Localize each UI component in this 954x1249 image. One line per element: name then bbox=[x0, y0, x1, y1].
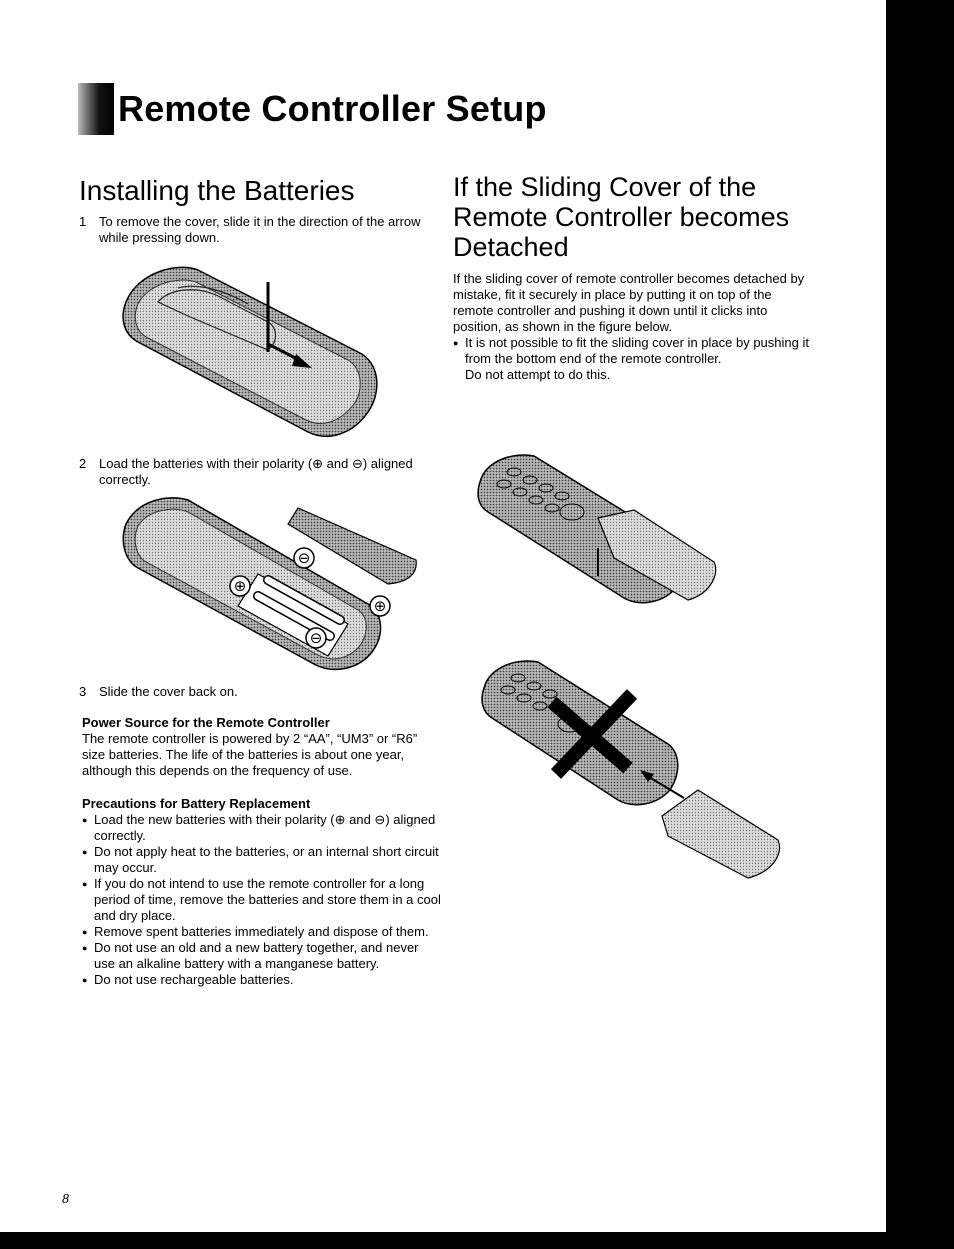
step-text: To remove the cover, slide it in the direction of the arrow while pressing down. bbox=[99, 214, 421, 245]
scan-border bbox=[886, 0, 954, 1249]
list-item: ● Load the new batteries with their polarity (⊕ and ⊖) aligned correctly. bbox=[82, 812, 442, 844]
page-number: 8 bbox=[62, 1192, 69, 1207]
list-item: ● Do not apply heat to the batteries, or an internal short circuit may occur. bbox=[82, 844, 442, 876]
step-2 bbox=[79, 456, 429, 488]
list-item: ● It is not possible to fit the sliding cover in place by pushing it from the bottom end of the remote controller. bbox=[453, 335, 813, 367]
figure-fit-cover-correct bbox=[474, 452, 720, 608]
list-item: ● If you do not intend to use the remote controller for a long period of time, remove the batteries and store them in a cool and dry place. bbox=[82, 876, 442, 924]
precautions-section bbox=[82, 796, 442, 988]
sliding-cover-intro: If the sliding cover of remote controller becomes detached by mistake, fit it securely in place by putting it on top of the remote controller and pushing it down until it clicks into position, as shown in the figure below. bbox=[453, 271, 805, 334]
precautions-heading: Precautions for Battery Replacement bbox=[82, 796, 311, 811]
sliding-cover-text bbox=[453, 271, 813, 383]
step-1 bbox=[79, 214, 429, 246]
power-source-section bbox=[82, 715, 422, 779]
figure-load-batteries bbox=[118, 494, 418, 676]
sliding-cover-notes bbox=[453, 335, 813, 367]
power-source-heading: Power Source for the Remote Controller bbox=[82, 715, 330, 730]
precautions-list bbox=[82, 812, 442, 988]
polarity-minus-label: ⊖ bbox=[309, 629, 323, 647]
polarity-plus-label: ⊕ bbox=[233, 577, 247, 595]
page-title-block bbox=[78, 83, 547, 135]
step-number: 2 bbox=[79, 456, 87, 471]
step-number: 1 bbox=[79, 214, 87, 229]
polarity-plus-label: ⊕ bbox=[373, 597, 387, 615]
list-item: ● Do not use rechargeable batteries. bbox=[82, 972, 442, 988]
step-number: 3 bbox=[79, 684, 87, 699]
power-source-text: The remote controller is powered by 2 “AA”, “UM3” or “R6” size batteries. The life of the batteries is about one year, although this depends on the frequency of use. bbox=[82, 731, 418, 778]
section-heading-sliding-cover: If the Sliding Cover of the Remote Controller becomes Detached bbox=[453, 172, 790, 262]
title-marker-bar bbox=[78, 83, 114, 135]
list-item: ● Do not use an old and a new battery together, and never use an alkaline battery with a manganese battery. bbox=[82, 940, 442, 972]
step-3 bbox=[79, 684, 429, 700]
list-item: ● Remove spent batteries immediately and dispose of them. bbox=[82, 924, 442, 940]
step-text: Load the batteries with their polarity (⊕ and ⊖) aligned correctly. bbox=[99, 456, 413, 487]
step-text: Slide the cover back on. bbox=[99, 684, 238, 699]
figure-fit-cover-incorrect bbox=[478, 658, 784, 884]
figure-remove-cover bbox=[118, 262, 384, 446]
page-title: Remote Controller Setup bbox=[118, 88, 547, 129]
polarity-minus-label: ⊖ bbox=[297, 549, 311, 567]
section-heading-installing: Installing the Batteries bbox=[79, 175, 355, 206]
sliding-cover-warning: Do not attempt to do this. bbox=[465, 367, 611, 382]
